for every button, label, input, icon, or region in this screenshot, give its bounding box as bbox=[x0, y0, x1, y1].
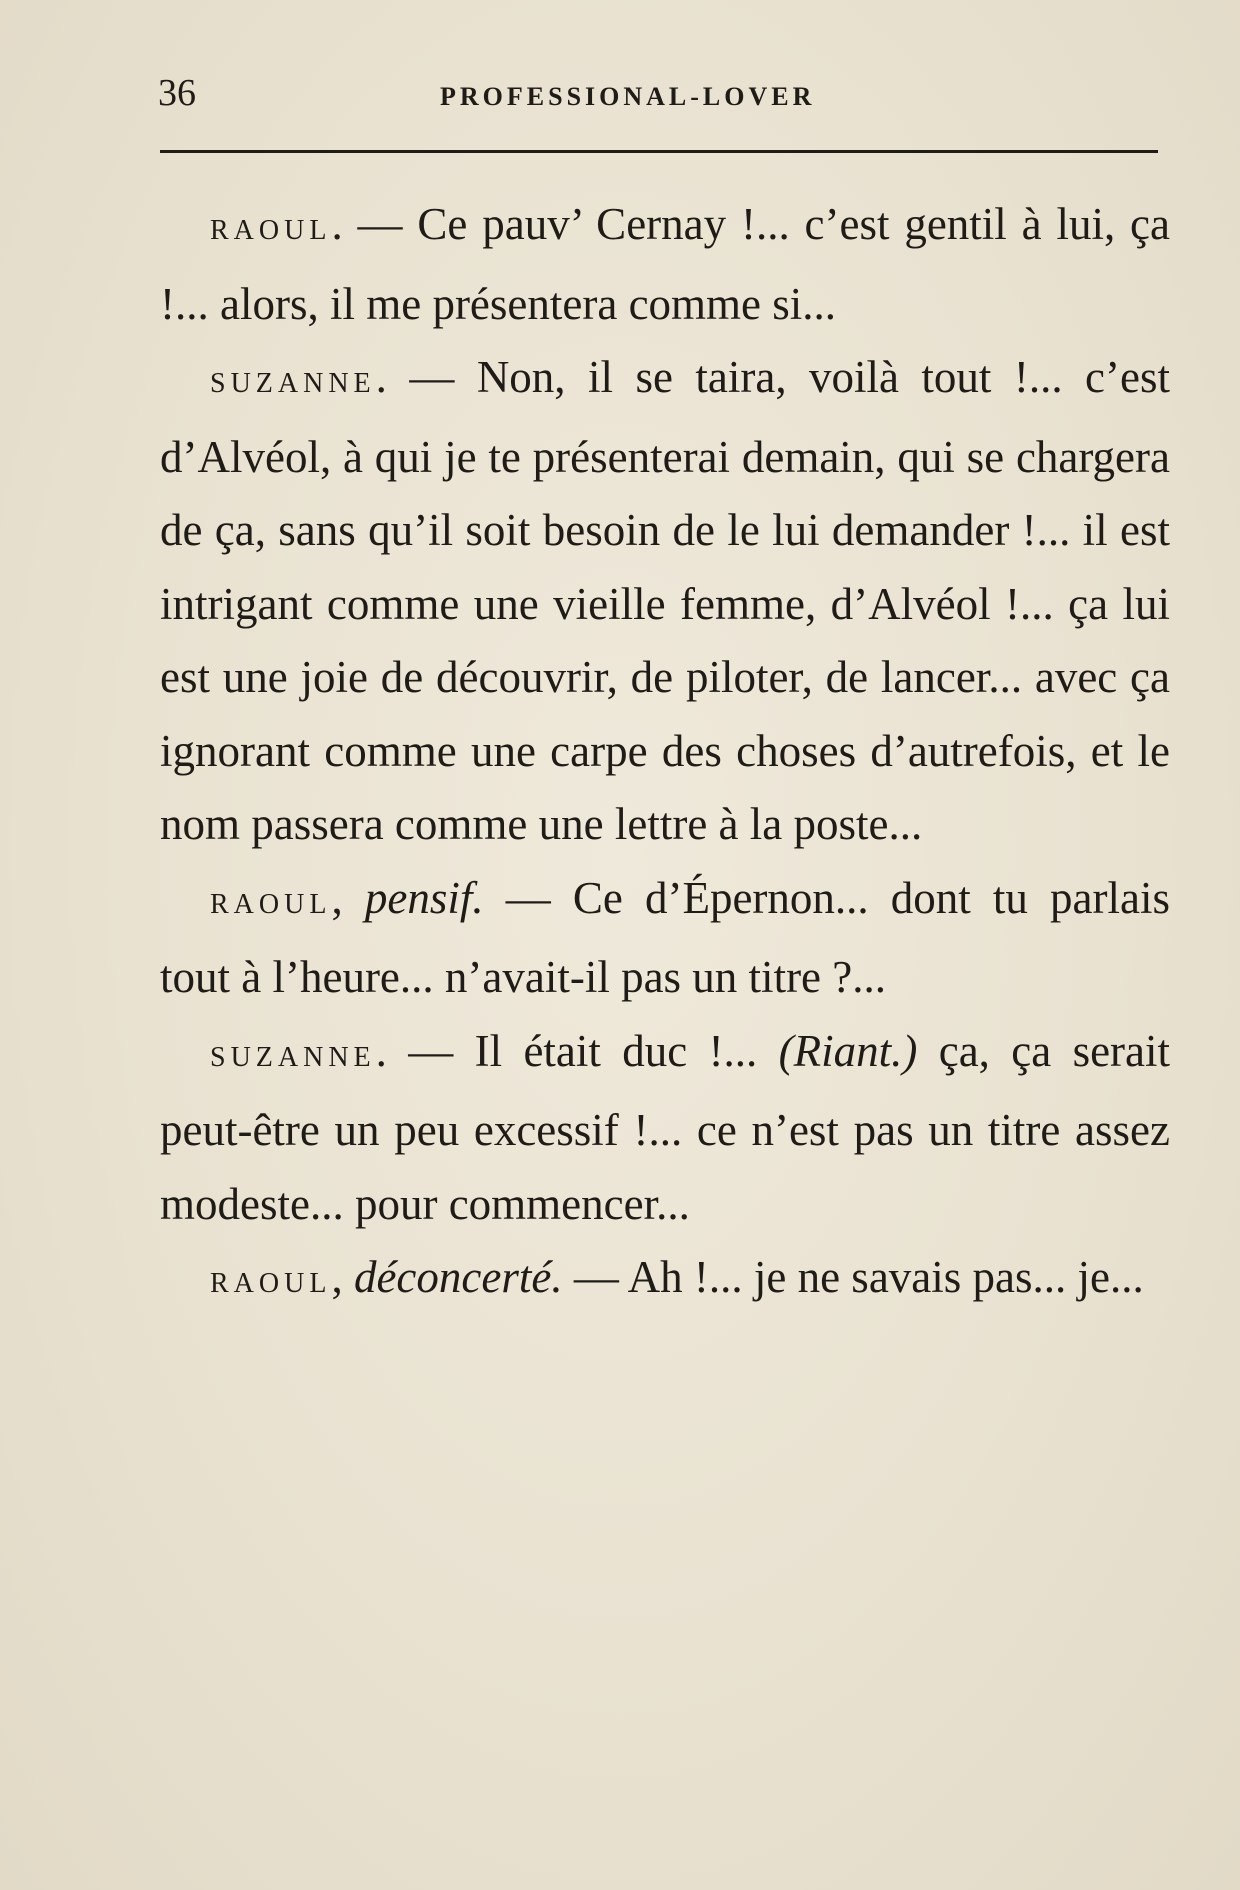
speech-text: Non, il se taira, voilà tout !... c’est d’Alvéol, à qui je te présenterai demain, qui se chargera de ça, sans qu’il soit besoin de le lui demander !... il est intrigant comme une vieille femme, d’Alvéol !... ça lui est une joie de découvrir, de piloter, de lancer... avec ça ignorant comme une carpe des choses d’autrefois, et le nom passera comme une lettre à la poste... bbox=[160, 352, 1171, 849]
speech-dash: — bbox=[483, 872, 573, 923]
speaker-name: SUZANNE bbox=[210, 1041, 376, 1073]
speech-dash: — bbox=[342, 199, 418, 249]
speaker-punctuation: . bbox=[331, 199, 343, 249]
speaker-name: RAOUL bbox=[210, 1268, 332, 1299]
speech-dash: — bbox=[562, 1252, 628, 1302]
speaker-name: RAOUL bbox=[210, 888, 332, 920]
speech-text: Ce pauv’ Cernay !... c’est gentil à lui, ça !... alors, il me présentera comme si... bbox=[160, 199, 1171, 329]
speaker-punctuation: . bbox=[375, 1025, 387, 1076]
running-head bbox=[158, 68, 1158, 118]
speaker-punctuation: , bbox=[331, 1252, 354, 1302]
header-rule bbox=[160, 150, 1158, 153]
speech-text-continued: ça, ça serait peut-être un peu excessif !... ce n’est pas un titre assez modeste... pour commencer... bbox=[160, 1025, 1171, 1229]
speech-suzanne-1 bbox=[160, 341, 1170, 862]
speaker-name: SUZANNE bbox=[210, 368, 376, 399]
speaker-punctuation: , bbox=[331, 872, 365, 923]
speaker-punctuation: . bbox=[375, 352, 387, 402]
speech-suzanne-2 bbox=[160, 1015, 1170, 1242]
speech-dash: — bbox=[386, 352, 477, 402]
inline-stage-direction: (Riant.) bbox=[778, 1025, 918, 1076]
speech-raoul-1 bbox=[160, 188, 1170, 341]
speech-raoul-2 bbox=[160, 862, 1170, 1015]
speech-text: Il était duc !... bbox=[474, 1025, 779, 1076]
speaker-name: RAOUL bbox=[210, 215, 332, 246]
speech-text: Ah !... je ne savais pas... je... bbox=[627, 1252, 1144, 1302]
stage-direction: pensif. bbox=[364, 872, 484, 923]
page-number: 36 bbox=[158, 72, 196, 114]
running-title: PROFESSIONAL-LOVER bbox=[440, 82, 816, 111]
stage-direction: déconcerté. bbox=[353, 1252, 563, 1302]
dialogue-text bbox=[160, 188, 1170, 1321]
speech-raoul-3 bbox=[160, 1241, 1170, 1321]
speech-text: Ce d’Épernon... dont tu parlais tout à l’heure... n’avait-il pas un titre ?... bbox=[160, 872, 1171, 1002]
speech-dash: — bbox=[386, 1025, 475, 1076]
